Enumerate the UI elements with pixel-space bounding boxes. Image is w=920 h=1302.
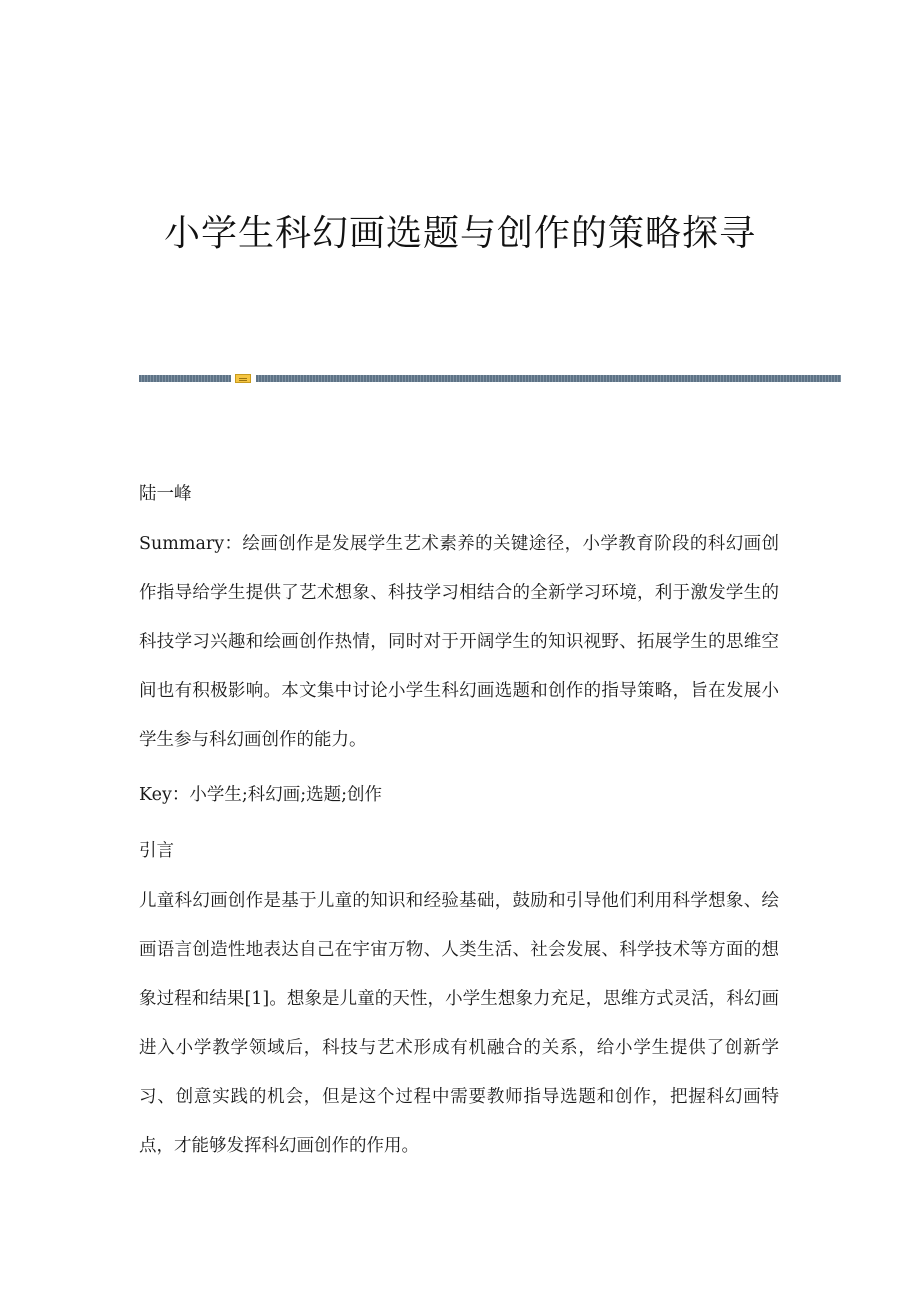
intro-paragraph: 儿童科幻画创作是基于儿童的知识和经验基础，鼓励和引导他们利用科学想象、绘画语言创造性地表达自己在宇宙万物、人类生活、社会发展、科学技术等方面的想象过程和结果[1]。想象是儿童的天性，小学生想象力充足，思维方式灵活，科幻画进入小学教学领域后，科技与艺术形成有机融合的关系，给小学生提供了创新学习、创意实践的机会，但是这个过程中需要教师指导选题和创作，把握科幻画特点，才能够发挥科幻画创作的作用。 (139, 891, 779, 1156)
author-name: 陆一峰 (139, 484, 192, 504)
divider-bar-right (256, 375, 841, 382)
title-divider (139, 374, 841, 383)
intro-heading: 引言 (139, 841, 174, 861)
divider-bar-left (139, 375, 231, 382)
divider-ornament-icon (235, 374, 251, 383)
summary-paragraph: Summary：绘画创作是发展学生艺术素养的关键途径，小学教育阶段的科幻画创作指导给学生提供了艺术想象、科技学习相结合的全新学习环境，利于激发学生的科技学习兴趣和绘画创作热情，同时对于开阔学生的知识视野、拓展学生的思维空间也有积极影响。本文集中讨论小学生科幻画选题和创作的指导策略，旨在发展小学生参与科幻画创作的能力。 (139, 534, 779, 750)
keywords-line: Key：小学生;科幻画;选题;创作 (139, 785, 383, 805)
document-title: 小学生科幻画选题与创作的策略探寻 (163, 213, 756, 254)
